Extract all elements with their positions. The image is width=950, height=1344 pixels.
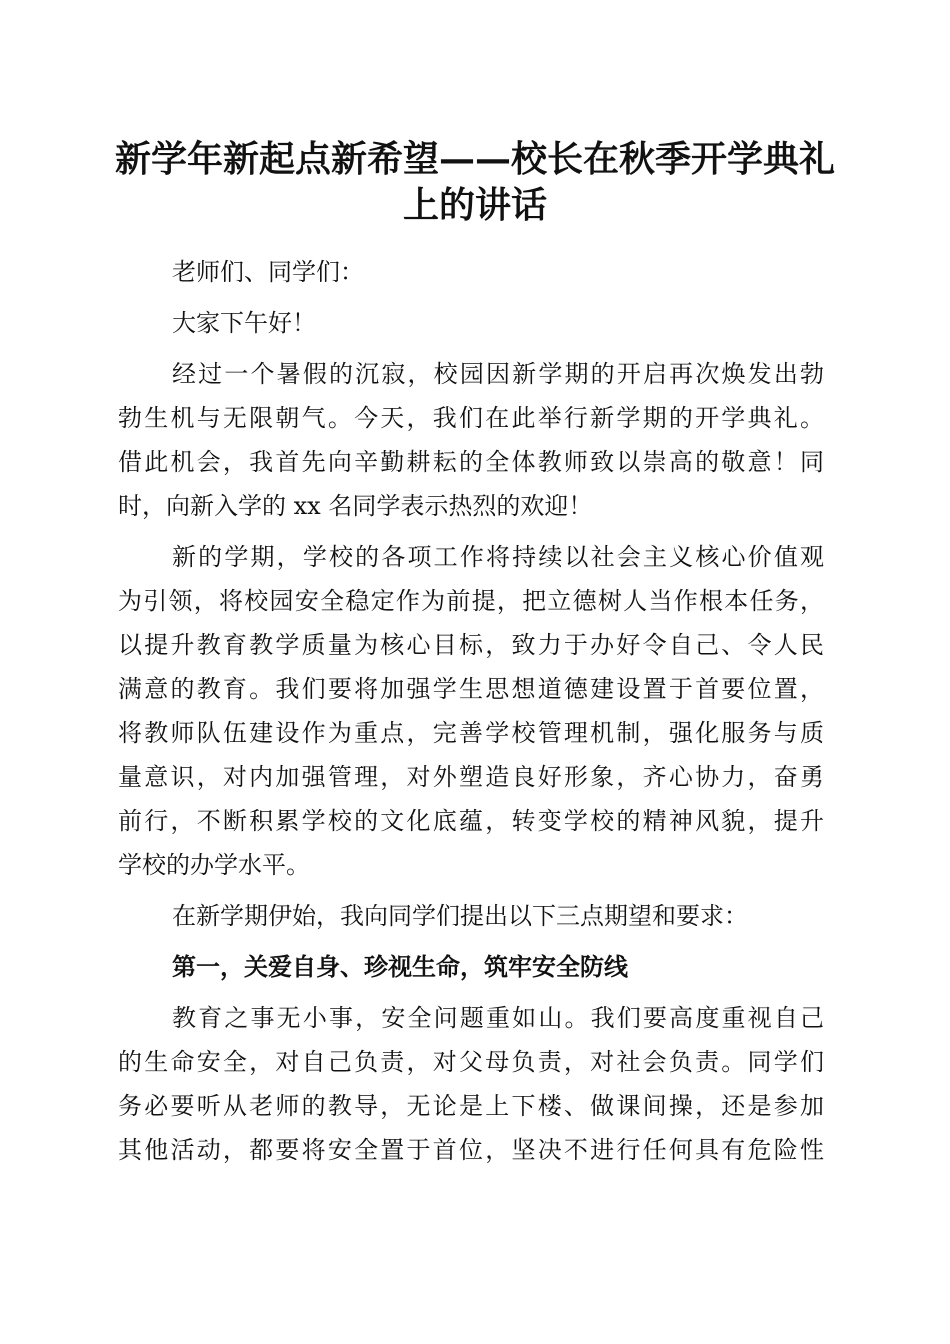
title-line: 上的讲话 [402, 184, 547, 226]
title-line: 新学年新起点新希望——校长在秋季开学典礼 [114, 138, 835, 180]
paragraph [118, 352, 824, 528]
text-line: 满意的教育。我们要将加强学生思想道德建设置于首要位置， [118, 675, 824, 703]
paragraph [118, 535, 824, 887]
document-title [110, 136, 840, 228]
text-line: 第一，关爱自身、珍视生命，筑牢安全防线 [172, 952, 628, 981]
text-line: 前行，不断积累学校的文化底蕴，转变学校的精神风貌，提升 [118, 807, 824, 835]
text-line: 大家下午好！ [172, 309, 316, 337]
text-line: 借此机会，我首先向辛勤耕耘的全体教师致以崇高的敬意！同 [118, 448, 824, 476]
text-line: 量意识，对内加强管理，对外塑造良好形象，齐心协力，奋勇 [118, 763, 824, 791]
text-line: 将教师队伍建设作为重点，完善学校管理机制，强化服务与质 [118, 719, 824, 747]
paragraph [118, 996, 824, 1172]
text-line: 教育之事无小事，安全问题重如山。我们要高度重视自己 [172, 1004, 824, 1032]
text-line: 为引领，将校园安全稳定作为前提，把立德树人当作根本任务， [118, 587, 824, 615]
document-body [118, 250, 824, 1172]
section-heading [118, 945, 824, 989]
text-line: 的生命安全，对自己负责，对父母负责，对社会负责。同学们 [118, 1048, 824, 1076]
text-line: 在新学期伊始，我向同学们提出以下三点期望和要求： [172, 902, 748, 930]
paragraph [118, 894, 824, 938]
text-line: 经过一个暑假的沉寂，校园因新学期的开启再次焕发出勃 [172, 360, 824, 388]
text-line: 时，向新入学的 xx 名同学表示热烈的欢迎！ [118, 492, 593, 520]
text-line: 务必要听从老师的教导，无论是上下楼、做课间操，还是参加 [118, 1092, 824, 1120]
text-line: 学校的办学水平。 [118, 851, 310, 879]
text-line: 新的学期，学校的各项工作将持续以社会主义核心价值观 [172, 543, 824, 571]
text-line: 勃生机与无限朝气。今天，我们在此举行新学期的开学典礼。 [118, 404, 824, 432]
paragraph [118, 250, 824, 294]
text-line: 其他活动，都要将安全置于首位，坚决不进行任何具有危险性 [118, 1136, 824, 1164]
text-line: 老师们、同学们： [172, 258, 364, 286]
text-line: 以提升教育教学质量为核心目标，致力于办好令自己、令人民 [118, 631, 824, 659]
paragraph [118, 301, 824, 345]
